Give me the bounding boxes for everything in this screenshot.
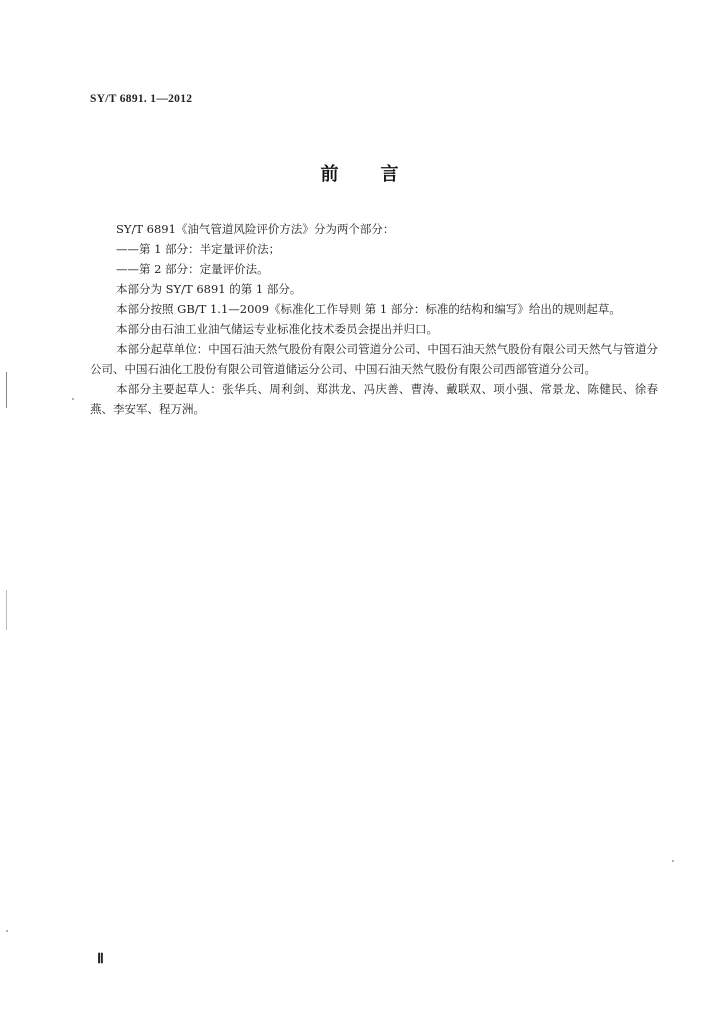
paragraph-part-2-item: ——第 2 部分：定量评价法。 — [116, 262, 269, 276]
paragraph-drafting-units: 本部分起草单位：中国石油天然气股份有限公司管道分公司、中国石油天然气股份有限公司天然气与管道分公司、中国石油化工股份有限公司管道储运分公司、中国石油天然气股份有限公司西部管道分公司。 — [90, 342, 658, 376]
paragraph-drafting-rules: 本部分按照 GB/T 1.1—2009《标准化工作导则 第 1 部分：标准的结构和编写》给出的规则起草。 — [116, 302, 621, 316]
foreword-body — [90, 219, 658, 419]
standard-code-header: SY/T 6891. 1—2012 — [90, 93, 193, 105]
paragraph-this-part: 本部分为 SY/T 6891 的第 1 部分。 — [116, 282, 302, 296]
scan-artifact-line — [6, 372, 7, 408]
scan-artifact-dot — [6, 930, 8, 932]
page-number: Ⅱ — [97, 952, 104, 967]
scan-artifact-dot — [672, 860, 674, 862]
paragraph-part-1-item: ——第 1 部分：半定量评价法； — [116, 242, 281, 256]
paragraph-proposer: 本部分由石油工业油气储运专业标准化技术委员会提出并归口。 — [116, 322, 438, 336]
paragraph-parts-intro: SY/T 6891《油气管道风险评价方法》分为两个部分： — [116, 222, 395, 236]
paragraph-drafters: 本部分主要起草人：张华兵、周利剑、郑洪龙、冯庆善、曹涛、戴联双、项小强、常景龙、陈健民、徐春燕、李安军、程万洲。 — [90, 382, 658, 416]
scan-artifact-line — [6, 590, 7, 630]
page-title — [0, 160, 721, 186]
title-char-2: 言 — [380, 164, 401, 185]
title-char-1: 前 — [320, 164, 341, 185]
scan-artifact-dot — [72, 398, 74, 400]
